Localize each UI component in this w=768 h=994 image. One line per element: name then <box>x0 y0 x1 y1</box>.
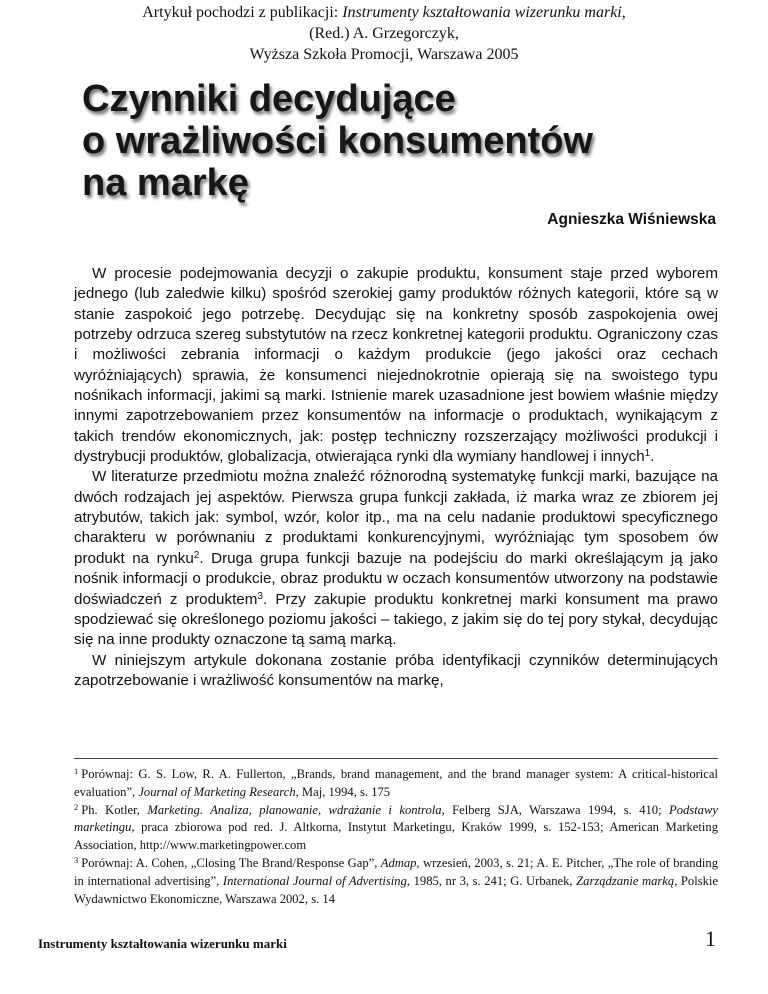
footnote-1: $^1$ Porównaj: G. S. Low, R. A. Fullerton, „Brands, brand management, and the brand manager system: A critical-historical evaluation”, Journal of Marketing Research, Maj, 1994, s. 175 <box>74 766 718 799</box>
source-note <box>40 2 728 65</box>
body-paragraph-2: W literaturze przedmiotu można znaleźć różnorodną systematykę funkcji marki, bazujące na dwóch rodzajach jej aspektów. Pierwsza grupa funkcji zakłada, iż marka wraz ze zbiorem jej atrybutów, takich jak: symbol, wzór, kolor itp., ma na celu nadanie produktowi specyficznego charakteru w porównaniu z produktami konkurencyjnymi, wyróżniając tym sposobem ów produkt na rynku$^2$. Druga grupa funkcji bazuje na podejściu do marki określającym ją jako nośnik informacji o produkcie, obraz produktu w oczach konsumentów utworzony na podstawie doświadczeń z produktem$^3$. Przy zakupie produktu konkretnej marki konsument ma prawo spodziewać się określonego poziomu jakości – takiego, z jakim się do tej pory stykał, decydując się na inne produkty oznaczone tą samą marką. <box>74 468 718 649</box>
footnotes <box>74 766 718 908</box>
author-name: Agnieszka Wiśniewska <box>547 211 716 228</box>
title-line-2: o wrażliwości konsumentów <box>82 120 593 162</box>
source-publication-title: Instrumenty kształtowania wizerunku marki <box>342 4 622 21</box>
footnote-ref-1: 1 <box>644 448 651 460</box>
footer-publication-title: Instrumenty kształtowania wizerunku marki <box>38 936 287 951</box>
footnote-3: $^3$ Porównaj: A. Cohen, „Closing The Brand/Response Gap”, Admap, wrzesień, 2003, s. 21; A. E. Pitcher, „The role of branding in international advertising”, International Journal of Advertising, 1985, nr 3, s. 241; G. Urbanek, Zarządzanie marką, Polskie Wydawnictwo Ekonomiczne, Warszawa 2002, s. 14 <box>74 854 719 906</box>
source-line-2: (Red.) A. Grzegorczyk, <box>309 25 459 42</box>
source-line-3: Wyższa Szkoła Promocji, Warszawa 2005 <box>249 46 519 63</box>
source-line-1: Artykuł pochodzi z publikacji: Instrumenty kształtowania wizerunku marki, <box>142 4 626 21</box>
article-title <box>82 78 593 204</box>
body-paragraph-1: W procesie podejmowania decyzji o zakupie produktu, konsument staje przed wyborem jednego (lub zaledwie kilku) spośród szerokiej gamy produktów różnych kategorii, które są w stanie zaspokoić jego potrzebę. Decydując się na konkretny sposób zaspokojenia owej potrzeby odrzuca szereg substytutów na rzecz konkretnej kategorii produktu. Ograniczony czas i możliwości zebrania informacji o każdym produkcie (jego jakości oraz cechach wyróżniających) sprawia, że konsumenci niejednokrotnie opierają się na swoistego typu nośnikach informacji, jakimi są marki. Istnienie marek uzasadnione jest bowiem właśnie między innymi zapotrzebowaniem przez konsumentów na informacje o produktach, wynikającym z takich trendów ekonomicznych, jak: postęp techniczny rozszerzający możliwości produkcji i dystrybucji produktów, globalizacja, otwierająca rynki dla wymiany handlowej i innych$^1$. <box>74 265 718 466</box>
footnote-ref-3: 3 <box>257 590 263 602</box>
title-line-3: na markę <box>82 162 249 204</box>
article-body <box>74 264 718 691</box>
footnote-ref-2: 2 <box>193 549 200 561</box>
footnote-divider <box>74 758 718 759</box>
footnote-2: $^2$ Ph. Kotler, Marketing. Analiza, planowanie, wdrażanie i kontrola, Felberg SJA, Warszawa 1994, s. 410; Podstawy marketingu, praca zbiorowa pod red. J. Altkorna, Instytut Marketingu, Kraków 1999, s. 152-153; American Marketing Association, http://www.marketingpower.com <box>74 801 718 853</box>
page-number: 1 <box>705 926 716 951</box>
title-line-1: Czynniki decydujące <box>82 78 456 120</box>
body-paragraph-3: W niniejszym artykule dokonana zostanie próba identyfikacji czynników determinujących zapotrzebowanie i wrażliwość konsumentów na markę, <box>74 651 718 689</box>
